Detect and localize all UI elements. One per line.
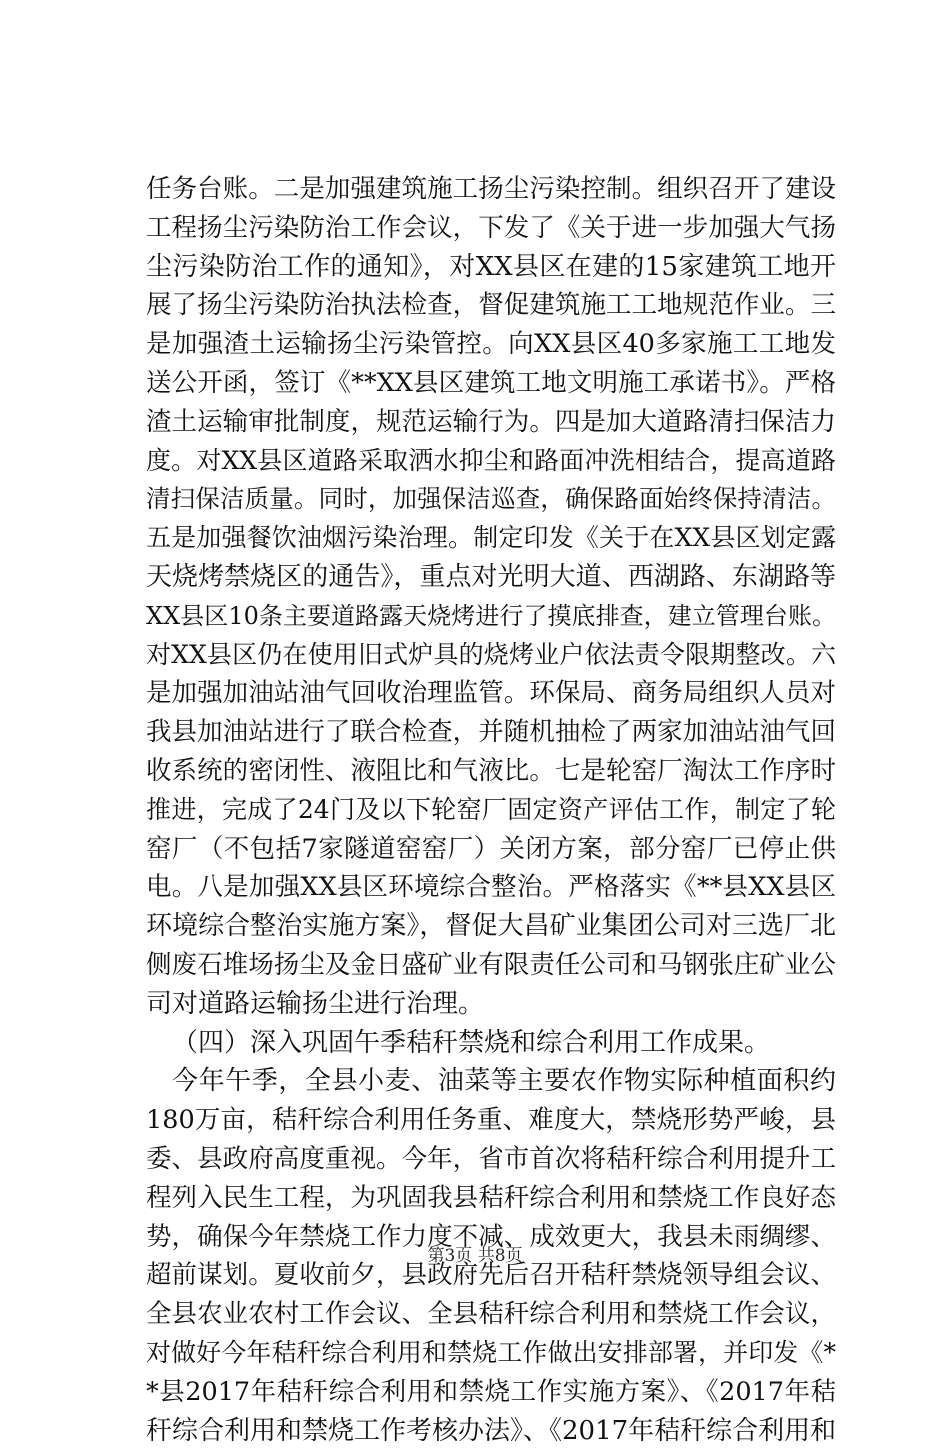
text-line: 送公开函，签订《**XX县区建筑工地文明施工承诺书》。严格	[146, 364, 836, 403]
text-line: 收系统的密闭性、液阻比和气液比。七是轮窑厂淘汰工作序时	[146, 752, 836, 791]
text-line: 推进，完成了24门及以下轮窑厂固定资产评估工作，制定了轮	[146, 791, 836, 830]
text-line: 电。八是加强XX县区环境综合整治。严格落实《**县XX县区	[146, 868, 836, 907]
text-line: 程列入民生工程，为巩固我县秸秆综合利用和禁烧工作良好态	[146, 1179, 836, 1218]
text-line: 任务台账。二是加强建筑施工扬尘污染控制。组织召开了建设	[146, 170, 836, 209]
text-line: 势，确保今年禁烧工作力度不减、成效更大，我县未雨绸缪、	[146, 1218, 836, 1257]
text-line: 工程扬尘污染防治工作会议，下发了《关于进一步加强大气扬	[146, 209, 836, 248]
text-line: 对做好今年秸秆综合利用和禁烧工作做出安排部署，并印发《*	[146, 1334, 836, 1373]
text-line: 我县加油站进行了联合检查，并随机抽检了两家加油站油气回	[146, 713, 836, 752]
text-line: 是加强加油站油气回收治理监管。环保局、商务局组织人员对	[146, 674, 836, 713]
text-line: 侧废石堆场扬尘及金日盛矿业有限责任公司和马钢张庄矿业公	[146, 946, 836, 985]
text-line: 委、县政府高度重视。今年，省市首次将秸秆综合利用提升工	[146, 1140, 836, 1179]
text-line: XX县区10条主要道路露天烧烤进行了摸底排查，建立管理台账。	[146, 597, 836, 636]
text-line: 今年午季，全县小麦、油菜等主要农作物实际种植面积约	[146, 1062, 836, 1101]
text-line: 渣土运输审批制度，规范运输行为。四是加大道路清扫保洁力	[146, 403, 836, 442]
text-line: 全县农业农村工作会议、全县秸秆综合利用和禁烧工作会议，	[146, 1295, 836, 1334]
text-line: 天烧烤禁烧区的通告》，重点对光明大道、西湖路、东湖路等	[146, 558, 836, 597]
text-line: 180万亩，秸秆综合利用任务重、难度大，禁烧形势严峻，县	[146, 1101, 836, 1140]
text-line: 度。对XX县区道路采取洒水抑尘和路面冲洗相结合，提高道路	[146, 442, 836, 481]
text-line: 尘污染防治工作的通知》，对XX县区在建的15家建筑工地开	[146, 248, 836, 287]
text-line: 五是加强餐饮油烟污染治理。制定印发《关于在XX县区划定露	[146, 519, 836, 558]
section-heading: （四）深入巩固午季秸秆禁烧和综合利用工作成果。	[146, 1024, 836, 1063]
text-line: 环境综合整治实施方案》，督促大昌矿业集团公司对三选厂北	[146, 907, 836, 946]
text-line: 是加强渣土运输扬尘污染管控。向XX县区40多家施工工地发	[146, 325, 836, 364]
text-line: 展了扬尘污染防治执法检查，督促建筑施工工地规范作业。三	[146, 286, 836, 325]
text-line: 秆综合利用和禁烧工作考核办法》、《2017年秸秆综合利用和	[146, 1412, 836, 1450]
text-line: 窑厂（不包括7家隧道窑窑厂）关闭方案，部分窑厂已停止供	[146, 830, 836, 869]
text-line: 对XX县区仍在使用旧式炉具的烧烤业户依法责令限期整改。六	[146, 636, 836, 675]
text-line: 司对道路运输扬尘进行治理。	[146, 985, 836, 1024]
text-line: 清扫保洁质量。同时，加强保洁巡查，确保路面始终保持清洁。	[146, 480, 836, 519]
page-number-label: 第3页 共8页	[427, 1246, 522, 1266]
text-line: 超前谋划。夏收前夕，县政府先后召开秸秆禁烧领导组会议、	[146, 1256, 836, 1295]
text-line: *县2017年秸秆综合利用和禁烧工作实施方案》、《2017年秸	[146, 1373, 836, 1412]
page-footer	[0, 1244, 950, 1268]
